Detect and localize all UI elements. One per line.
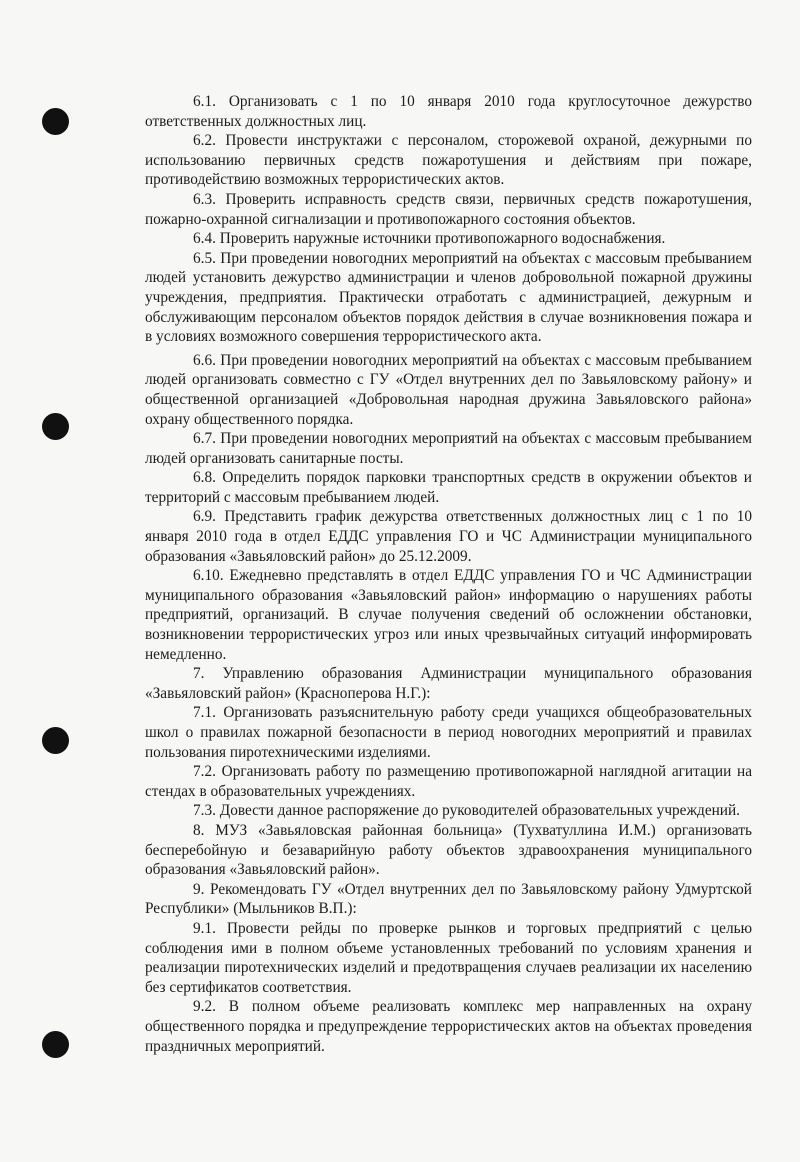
punch-hole — [42, 413, 69, 440]
paragraph-9-1: 9.1. Провести рейды по проверке рынков и торговых предприятий с целью соблюдения ими в полном объеме установленных требований по условиям хранения и реализации пиротехнических изделий и предотвращения случаев реализации их населению без сертификатов соответствия. — [145, 919, 752, 996]
paragraph-9-2: 9.2. В полном объеме реализовать комплекс мер направленных на охрану общественного порядка и предупреждение террористических актов на объектах проведения праздничных мероприятий. — [145, 998, 752, 1055]
paragraph-7-1: 7.1. Организовать разъяснительную работу среди учащихся общеобразовательных школ о правилах пожарной безопасности в период новогодних мероприятий и правилах пользования пиротехническими изделиями. — [145, 704, 752, 761]
paragraph-7: 7. Управлению образования Администрации муниципального образования «Завьяловский район» (Красноперова Н.Г.): — [145, 665, 752, 702]
paragraph-9: 9. Рекомендовать ГУ «Отдел внутренних дел по Завьяловскому району Удмуртской Республики» (Мыльников В.П.): — [145, 880, 752, 918]
punch-hole — [42, 727, 69, 754]
paragraph-6-6: 6.6. При проведении новогодних мероприятий на объектах с массовым пребыванием людей организовать совместно с ГУ «Отдел внутренних дел по Завьяловскому району» и общественной организацией «Добровольная народная дружина Завьяловского района» охрану общественного порядка. — [145, 351, 752, 428]
paragraph-6-4: 6.4. Проверить наружные источники противопожарного водоснабжения. — [193, 230, 666, 248]
paragraph-7-3: 7.3. Довести данное распоряжение до руководителей образовательных учреждений. — [193, 802, 740, 820]
paragraph-8: 8. МУЗ «Завьяловская районная больница» (Тухватуллина И.М.) организовать бесперебойную и безаварийную работу объектов здравоохранения муниципального образования «Завьяловский район». — [145, 821, 752, 879]
paragraph-7-2: 7.2. Организовать работу по размещению противопожарной наглядной агитации на стендах в образовательных учреждениях. — [145, 763, 752, 800]
document-body — [145, 92, 752, 1056]
paragraph-6-7: 6.7. При проведении новогодних мероприятий на объектах с массовым пребыванием людей организовать санитарные посты. — [145, 430, 752, 467]
punch-hole — [42, 108, 69, 135]
punch-hole — [42, 1031, 69, 1058]
paragraph-6-9: 6.9. Представить график дежурства ответственных должностных лиц с 1 по 10 января 2010 года в отдел ЕДДС управления ГО и ЧС Администрации муниципального образования «Завьяловский район» до 25.12.2009. — [145, 508, 752, 565]
paragraph-6-10: 6.10. Ежедневно представлять в отдел ЕДДС управления ГО и ЧС Администрации муниципального образования «Завьяловский район» информацию о нарушениях работы предприятий, организаций. В случае получения сведений об осложнении обстановки, возникновении террористических угроз или иных чрезвычайных ситуаций информировать немедленно. — [145, 567, 752, 663]
paragraph-6-5: 6.5. При проведении новогодних мероприятий на объектах с массовым пребыванием людей установить дежурство администрации и членов добровольной пожарной дружины учреждения, предприятия. Практически отработать с администрацией, дежурным и обслуживающим персоналом объектов порядок действия в случае возникновения пожара и в условиях возможного совершения террористического акта. — [145, 249, 752, 346]
paragraph-6-2: 6.2. Провести инструктажи с персоналом, сторожевой охраной, дежурными по использованию первичных средств пожаротушения и действиям при пожаре, противодействию возможных террористических актов. — [145, 132, 752, 189]
paragraph-6-3: 6.3. Проверить исправность средств связи, первичных средств пожаротушения, пожарно-охранной сигнализации и противопожарного состояния объектов. — [145, 190, 752, 228]
paragraph-6-1: 6.1. Организовать с 1 по 10 января 2010 года круглосуточное дежурство ответственных должностных лиц. — [145, 93, 752, 130]
paragraph-6-8: 6.8. Определить порядок парковки транспортных средств в окружении объектов и территорий с массовым пребыванием людей. — [145, 469, 752, 506]
